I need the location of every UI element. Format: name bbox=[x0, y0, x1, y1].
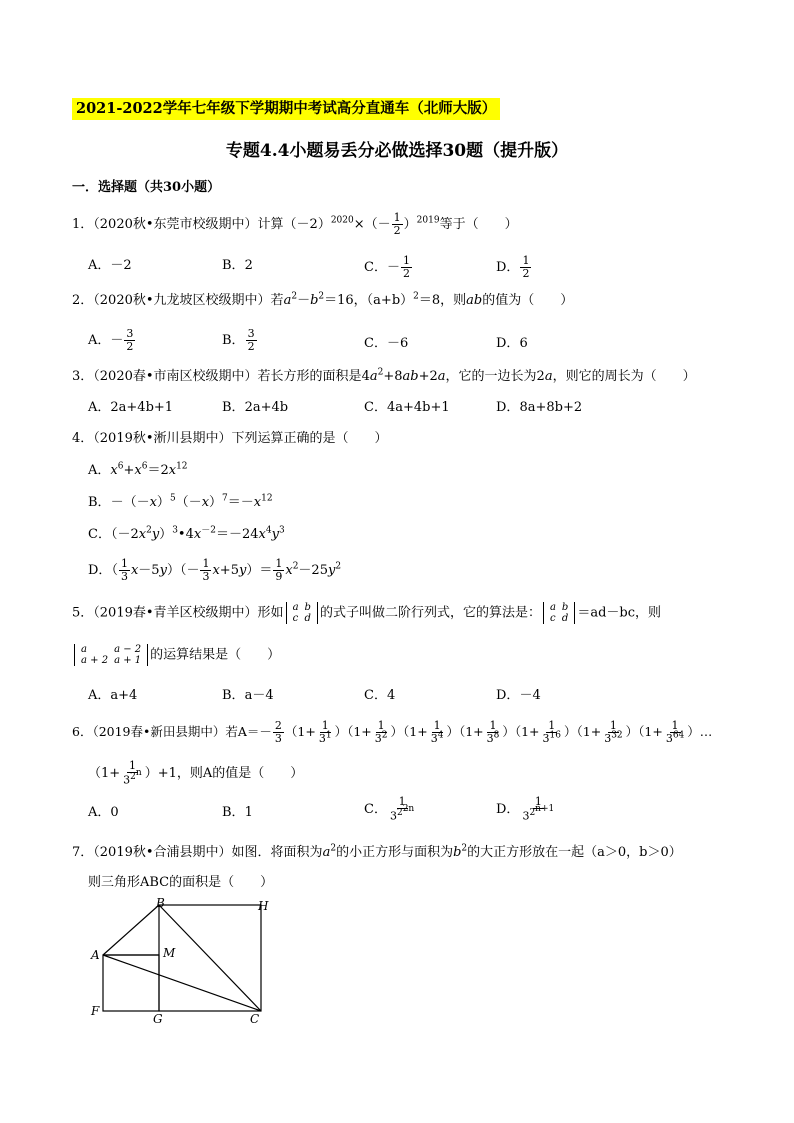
segment-ab bbox=[103, 905, 159, 955]
option-a: A．2a+4b+1 bbox=[88, 400, 174, 415]
option-d: D． $\frac{1}{2}$ bbox=[496, 254, 530, 280]
course-title-highlight: 2021-2022学年七年级下学期期中考试高分直通车（北师大版） bbox=[72, 98, 500, 120]
label-f: F bbox=[91, 1004, 100, 1018]
question-source: （2019春•青羊区校级期中） bbox=[93, 605, 258, 621]
question-6-cont: （1+ $\frac{1}{3^{2^n}}$ ）+1，则A的值是（ ） bbox=[88, 759, 304, 787]
document-title: 专题4.4小题易丢分必做选择30题（提升版） bbox=[225, 141, 569, 161]
option-a: A．－2 bbox=[88, 258, 132, 273]
question-stem: ） bbox=[403, 217, 417, 232]
determinant: a a − 2 a + 2 a + 1 bbox=[74, 644, 148, 666]
section-title: 一．选择题（共30小题） bbox=[72, 180, 221, 195]
question-source: （2020秋•东莞市校级期中） bbox=[93, 217, 258, 232]
option-a: A．$x^6+x^6=2x^{12}$ bbox=[88, 461, 188, 478]
option-b: B． $\frac{3}{2}$ bbox=[222, 327, 255, 353]
label-h: H bbox=[258, 899, 269, 913]
option-c: C．－6 bbox=[364, 336, 409, 351]
option-c: C． $\frac{1}{3^{2^{2n}}}$ bbox=[364, 795, 415, 823]
question-source: （2020秋•九龙坡区校级期中） bbox=[93, 293, 271, 308]
option-b: B．1 bbox=[222, 805, 253, 820]
option-b: B．2 bbox=[222, 258, 253, 273]
option-c: C．4 bbox=[364, 688, 396, 703]
question-1 bbox=[72, 212, 518, 237]
label-a: A bbox=[91, 948, 100, 962]
label-b: B bbox=[156, 896, 165, 910]
option-b: B．$-(-x)^5(-x)^7=-x^{12}$ bbox=[88, 493, 273, 510]
question-source: （2019秋•淅川县期中） bbox=[93, 431, 232, 446]
question-5: 5．（2019春•青羊区校级期中）形如 a b c d 的式子叫做二阶行列式，它的算法是： a b c d ＝ad－bc，则 bbox=[72, 602, 662, 624]
option-c: C．4a+4b+1 bbox=[364, 400, 450, 415]
question-source: （2019春•新田县期中） bbox=[92, 724, 226, 739]
exponent: 2020 bbox=[330, 215, 354, 226]
question-6: 6．（2019春•新田县期中）若A＝－ $\frac{2}{3}$ （1+ $\frac{1}{3^1}$ ）（1+ $\frac{1}{3^2}$ ）（1+ $\frac{1}{3^4}$ ）（1+ $\frac{1}{3^8}$ ）（1+ $\frac{1}{3^{16}}$ ）（1+ $\frac{1}{3^{32}}$ ）（1+ $\frac{1}{3^{64}}$ ）… bbox=[72, 719, 713, 745]
label-m: M bbox=[163, 946, 176, 960]
question-2: 2．（2020秋•九龙坡区校级期中）若$a^2-b^2=16$，$(a+b)^2=8$，则ab的值为（ ） bbox=[72, 291, 574, 308]
option-a: A．a+4 bbox=[88, 688, 138, 703]
fraction: $\frac{1}{2}$ bbox=[402, 254, 410, 280]
option-a: A．0 bbox=[88, 805, 119, 820]
question-7: 7．（2019秋•合浦县期中）如图．将面积为$a^2$的小正方形与面积为$b^2$的大正方形放在一起（a＞0，b＞0） bbox=[72, 843, 682, 860]
option-b: B．a－4 bbox=[222, 688, 274, 703]
question-source: （2020春•市南区校级期中） bbox=[93, 369, 258, 384]
small-square bbox=[103, 955, 159, 1011]
question-stem: 计算（－2） bbox=[257, 217, 331, 232]
option-b: B．2a+4b bbox=[222, 400, 289, 415]
question-stem: 等于（ ） bbox=[439, 217, 518, 232]
fraction: $\frac{1}{2}$ bbox=[393, 211, 401, 237]
question-5-cont: a a − 2 a + 2 a + 1 的运算结果是（ ） bbox=[72, 644, 280, 667]
option-a: A．－ $\frac{3}{2}$ bbox=[88, 327, 134, 353]
question-3: 3．（2020春•市南区校级期中）若长方形的面积是$4a^2+8ab+2a$，它的一边长为2a，则它的周长为（ ） bbox=[72, 367, 696, 384]
option-d: D．6 bbox=[496, 336, 528, 351]
option-c: C．－ $\frac{1}{2}$ bbox=[364, 254, 410, 280]
question-stem: ×（－ bbox=[353, 217, 391, 232]
option-c: C．$(-2x^2y)^3•4x^{-2}=-24x^4y^3$ bbox=[88, 525, 285, 542]
option-d: D． $\frac{1}{3^{2^{n+1}}}$ bbox=[496, 795, 555, 823]
exponent: 2019 bbox=[416, 215, 440, 226]
question-number: 1． bbox=[72, 217, 94, 232]
fraction: $\frac{1}{2}$ bbox=[522, 254, 530, 280]
determinant: a b c d bbox=[543, 602, 575, 624]
option-d: D．（ $\frac{1}{3}$ x－5y）（－ $\frac{1}{3}$ x+5y）＝ $\frac{1}{9}$ $x^2-25y^2$ bbox=[88, 557, 342, 583]
option-d: D．8a+8b+2 bbox=[496, 400, 583, 415]
option-d: D．－4 bbox=[496, 688, 541, 703]
segment-ac bbox=[103, 955, 261, 1011]
geometry-figure bbox=[85, 895, 275, 1035]
determinant: a b c d bbox=[286, 602, 318, 624]
question-4: 4．（2019秋•淅川县期中）下列运算正确的是（ ） bbox=[72, 431, 388, 446]
label-c: C bbox=[250, 1012, 260, 1026]
question-7-cont: 则三角形ABC的面积是（ ） bbox=[88, 875, 274, 890]
label-g: G bbox=[153, 1012, 163, 1026]
question-source: （2019秋•合浦县期中） bbox=[93, 845, 232, 860]
